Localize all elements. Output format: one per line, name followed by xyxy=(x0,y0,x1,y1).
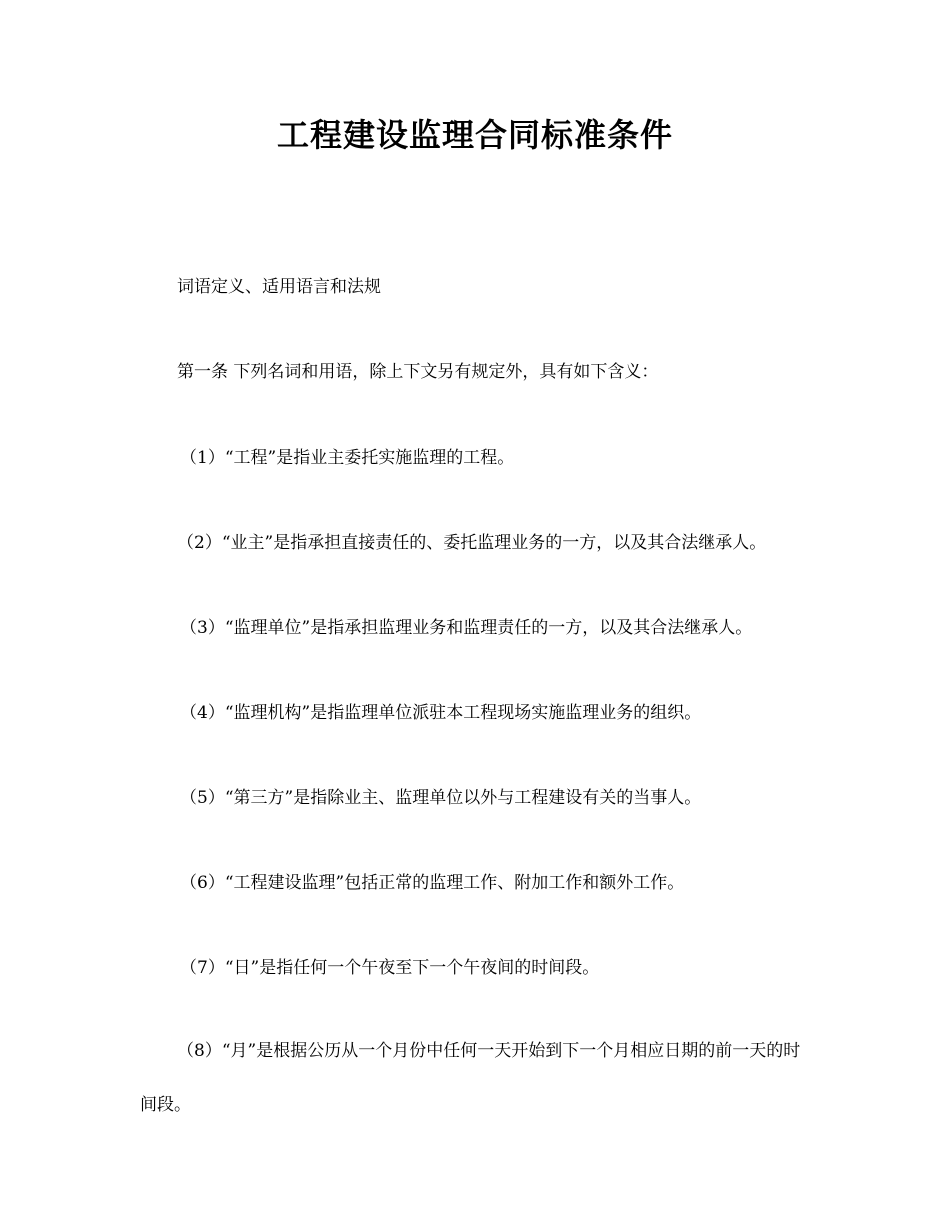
definition-item-1: （1）“工程”是指业主委托实施监理的工程。 xyxy=(180,448,515,468)
definition-item-7: （7）“日”是指任何一个午夜至下一个午夜间的时间段。 xyxy=(180,958,600,978)
definition-item-4: （4）“监理机构”是指监理单位派驻本工程现场实施监理业务的组织。 xyxy=(180,703,702,723)
section-heading: 词语定义、适用语言和法规 xyxy=(177,277,381,297)
document-title: 工程建设监理合同标准条件 xyxy=(276,116,673,154)
definition-item-8: （8）“月”是根据公历从一个月份中任何一天开始到下一个月相应日期的前一天的时间段。 xyxy=(140,1041,801,1115)
definition-item-2: （2）“业主”是指承担直接责任的、委托监理业务的一方，以及其合法继承人。 xyxy=(177,533,767,553)
article-1: 第一条 下列名词和用语，除上下文另有规定外，具有如下含义： xyxy=(177,362,659,382)
definition-item-5: （5）“第三方”是指除业主、监理单位以外与工程建设有关的当事人。 xyxy=(180,788,702,808)
definition-item-3: （3）“监理单位”是指承担监理业务和监理责任的一方，以及其合法继承人。 xyxy=(180,618,753,638)
definition-item-6: （6）“工程建设监理”包括正常的监理工作、附加工作和额外工作。 xyxy=(180,873,685,893)
